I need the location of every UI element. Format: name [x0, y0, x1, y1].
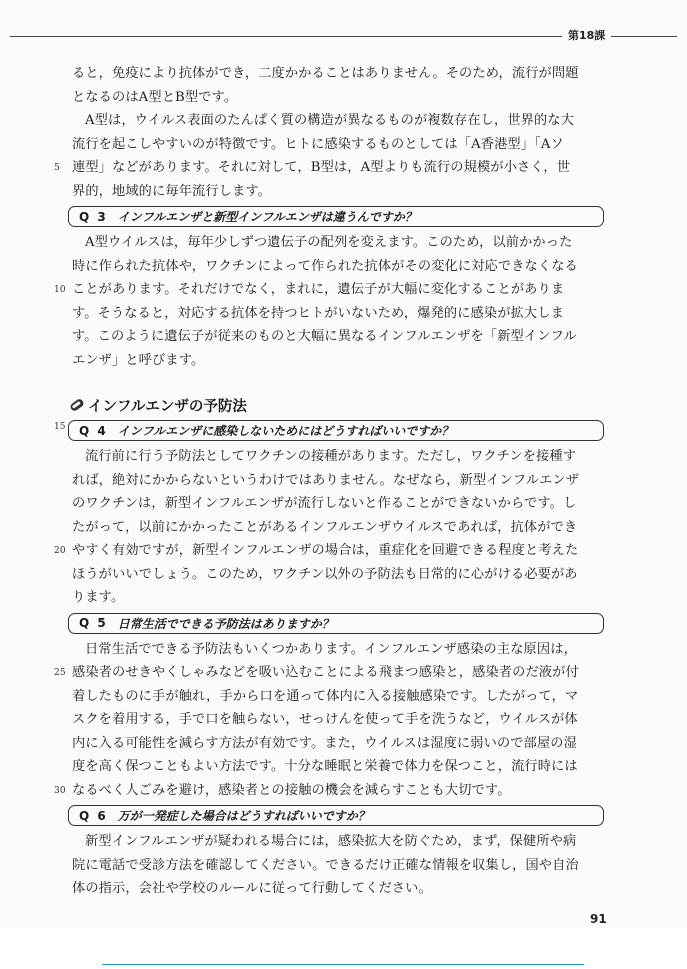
- question-number: Q 6: [79, 808, 108, 823]
- text-line: 内に入る可能性を減らす方法が有効です。また，ウイルスは湿度に弱いので部屋の湿: [72, 735, 577, 751]
- text-line: 体の指示，会社や学校のルールに従って行動してください。: [72, 881, 432, 896]
- text-line: 度を高く保つこともよい方法です。十分な睡眠と栄養で体力を保つこと，流行時には: [72, 759, 578, 774]
- text-line-25: [54, 661, 612, 685]
- text-line: たがって，以前にかかったことがあるインフルエンザウイルスであれば，抗体ができ: [72, 519, 578, 535]
- question-number: Q 5: [79, 616, 108, 630]
- lesson-label: 第18課: [562, 27, 611, 43]
- line-number: 10: [54, 285, 66, 295]
- text-line: 院に電話で受診方法を確認してください。できるだけ正確な情報を収集し，国や自治: [72, 857, 579, 873]
- text-line: 日常生活でできる予防法もいくつかあります。インフルエンザ感染の主な原因は，: [85, 641, 577, 657]
- text-line-10: [54, 278, 612, 302]
- text-line: 着したものに手が触れ，手から口を通って体内に入る接触感染です。したがって，マ: [72, 688, 579, 704]
- question-text: インフルエンザに感染しないためにはどうすればいいですか？: [117, 424, 454, 438]
- answer-q5: [54, 638, 612, 803]
- answer-q6: [72, 830, 612, 901]
- section-heading: [70, 394, 612, 416]
- question-box-q4: [54, 420, 604, 441]
- question-box-q6: [68, 805, 604, 826]
- question-box-q5: [68, 613, 604, 634]
- line-number: 25: [54, 668, 66, 678]
- text-line: A型ウイルスは，毎年少しずつ遺伝子の配列を変えます。このため，以前かかった: [85, 235, 573, 250]
- text-line-content: 連型」などがあります。それに対して，B型は，A型よりも流行の規模が小さく，世: [72, 160, 571, 175]
- text-line-5: [54, 156, 612, 180]
- question-box-q3: [68, 206, 604, 227]
- section-heading-text: インフルエンザの予防法: [88, 398, 247, 415]
- line-number: 5: [54, 163, 60, 173]
- line-number: 20: [54, 546, 66, 556]
- answer-q3: [54, 231, 612, 372]
- text-line: 界的，地域的に毎年流行します。: [72, 183, 272, 199]
- text-line: れば，絶対にかからないというわけではありません。なぜなら，新型インフルエンザ: [72, 472, 580, 488]
- pencil-icon: [69, 398, 85, 413]
- intro-paragraph: [72, 62, 612, 109]
- text-line: ると，免疫により抗体ができ，二度かかることはありません。そのため，流行が問題: [72, 66, 579, 81]
- text-line: す。そうなると，対応する抗体を持つヒトがいないため，爆発的に感染が拡大しま: [72, 305, 564, 321]
- question-text: インフルエンザと新型インフルエンザは違うんですか？: [117, 210, 417, 224]
- answer-q4: [54, 445, 612, 610]
- text-line: 流行前に行う予防法としてワクチンの接種があります。ただし，ワクチンを接種す: [85, 449, 577, 464]
- page-content: [54, 62, 612, 901]
- text-line: 時に作られた抗体や，ワクチンによって作られた抗体がその変化に対応できなくなる: [72, 258, 578, 274]
- text-line-content: ことがあります。それだけでなく，まれに，遺伝子が大幅に変化することがありま: [72, 282, 565, 297]
- page-number: 91: [590, 912, 607, 926]
- question-text: 万が一発症した場合はどうすればいいですか？: [117, 809, 370, 823]
- text-line: ります。: [72, 590, 125, 605]
- text-line: 新型インフルエンザが疑われる場合には，感染拡大を防ぐため，まず，保健所や病: [85, 834, 577, 849]
- line-number: 15: [54, 422, 66, 432]
- text-line: スクを着用する，手で口を触らない，せっけんを使って手を洗うなど，ウイルスが体: [72, 712, 578, 727]
- text-line: A型は，ウイルス表面のたんぱく質の構造が異なるものが複数存在し，世界的な大: [85, 113, 575, 128]
- text-line-content: 感染者のせきやくしゃみなどを吸い込むことによる飛まつ感染と，感染者のだ液が付: [72, 665, 579, 680]
- text-line-content: なるべく人ごみを避け，感染者との接触の機会を減らすことも大切です。: [72, 782, 511, 798]
- text-line: 流行を起こしやすいのが特徴です。ヒトに感染するものとしては「A香港型」「Aソ: [72, 136, 564, 152]
- text-line-20: [54, 539, 612, 563]
- line-number: 30: [54, 785, 66, 796]
- text-line: す。このように遺伝子が従来のものと大幅に異なるインフルエンザを「新型インフル: [72, 329, 577, 344]
- text-line: ほうがいいでしょう。このため，ワクチン以外の予防法も日常的に心がける必要があ: [72, 566, 578, 582]
- question-text: 日常生活でできる予防法はありますか？: [117, 616, 334, 631]
- bottom-divider: [102, 964, 584, 965]
- question-number: Q 3: [79, 209, 108, 224]
- text-line: のワクチンは，新型インフルエンザが流行しないと作ることができないからです。し: [72, 496, 577, 511]
- text-line-30: [54, 779, 612, 803]
- text-line-content: やすく有効ですが，新型インフルエンザの場合は，重症化を回避できる程度と考えた: [72, 543, 579, 558]
- question-number: Q 4: [79, 423, 108, 438]
- type-a-b-paragraph: [54, 109, 612, 203]
- text-line: となるのはA型とB型です。: [72, 89, 238, 105]
- text-line: エンザ」と呼びます。: [72, 352, 205, 368]
